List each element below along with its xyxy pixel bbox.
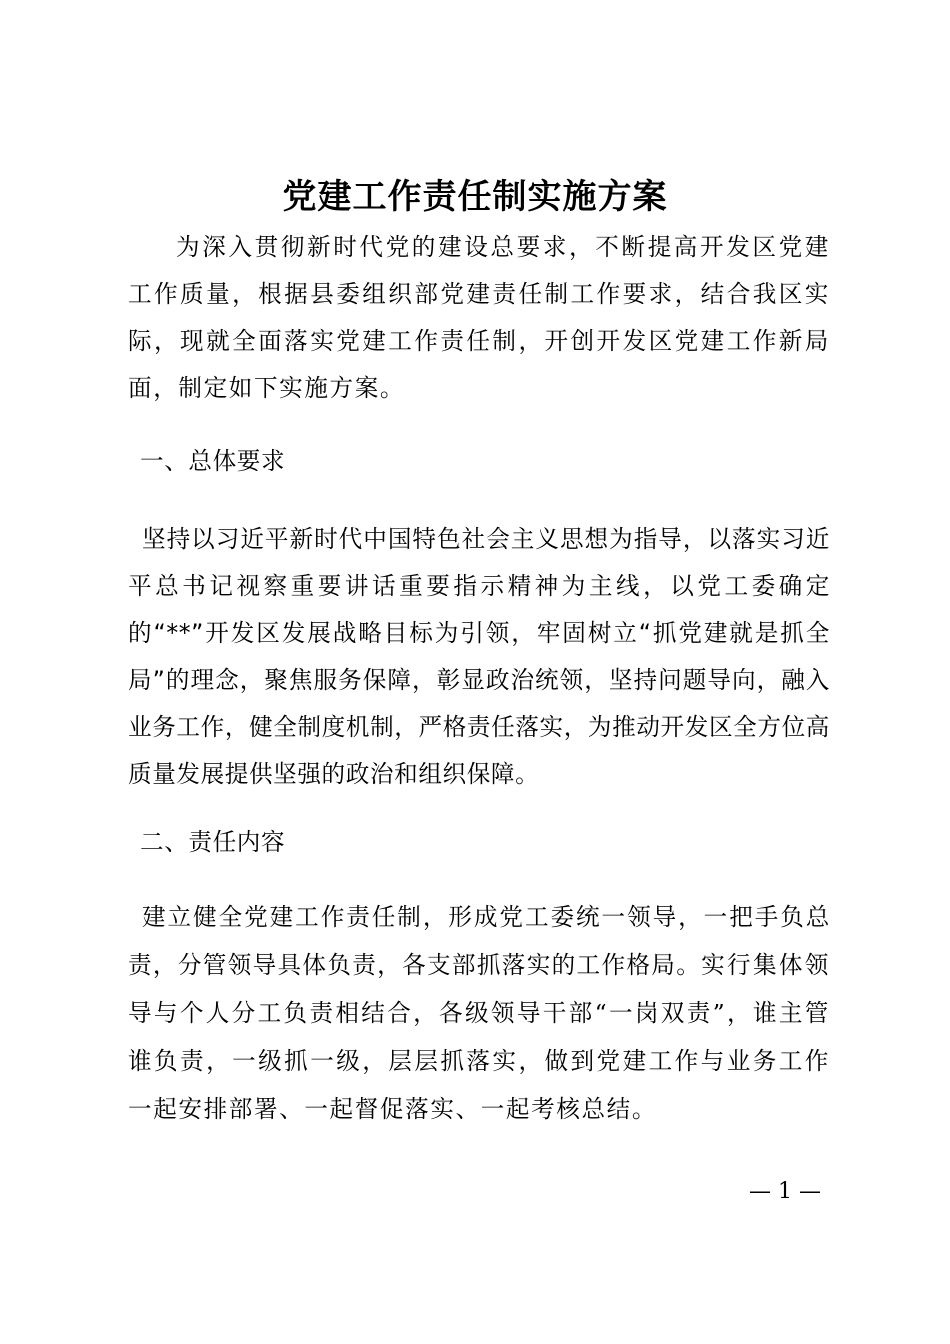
intro-paragraph: 为深入贯彻新时代党的建设总要求，不断提高开发区党建工作质量，根据县委组织部党建责任制工作要求，结合我区实际，现就全面落实党建工作责任制，开创开发区党建工作新局面，制定如下实施方案。: [128, 233, 830, 402]
section-heading-overall-requirements: 一、总体要求: [140, 447, 286, 475]
paragraph-text-sans: 坚持以习近平新时代中国特色社会主义思想为指导，以落实习近平总书记视察重要讲话重要指示精神为主线，以党工委确定的“**”开发区发展战略目标为引领，牢固树立“抓党建就是抓全局”的理念，聚焦服务保障，彰显政治统领，坚持问题导向，融入业务工作，健全制度机制，严格责任落实，为推动开发区全方位高质量发展提供坚强的政治和组织保障。: [128, 525, 830, 788]
paragraph-text-serif: 实行集体领导与个人分工负责相结合，各级领导干部“一岗双责”，谁主管谁负责，一级抓一级，层层抓落实，做到党建工作与业务工作一起安排部署、一起督促落实、一起考核总结。: [128, 951, 830, 1123]
paragraph-text-sans: 建立健全党建工作责任制，形成党工委统一领导，一把手负总责，分管领导具体负责，各支部抓落实的工作格局。: [128, 903, 830, 979]
section-paragraph-responsibility-content: [128, 894, 830, 1134]
page-number: — 1 —: [749, 1179, 821, 1204]
section-heading-responsibility-content: 二、责任内容: [140, 828, 286, 856]
section-paragraph-overall-requirements: [128, 516, 830, 798]
document-title: 党建工作责任制实施方案: [282, 177, 668, 217]
